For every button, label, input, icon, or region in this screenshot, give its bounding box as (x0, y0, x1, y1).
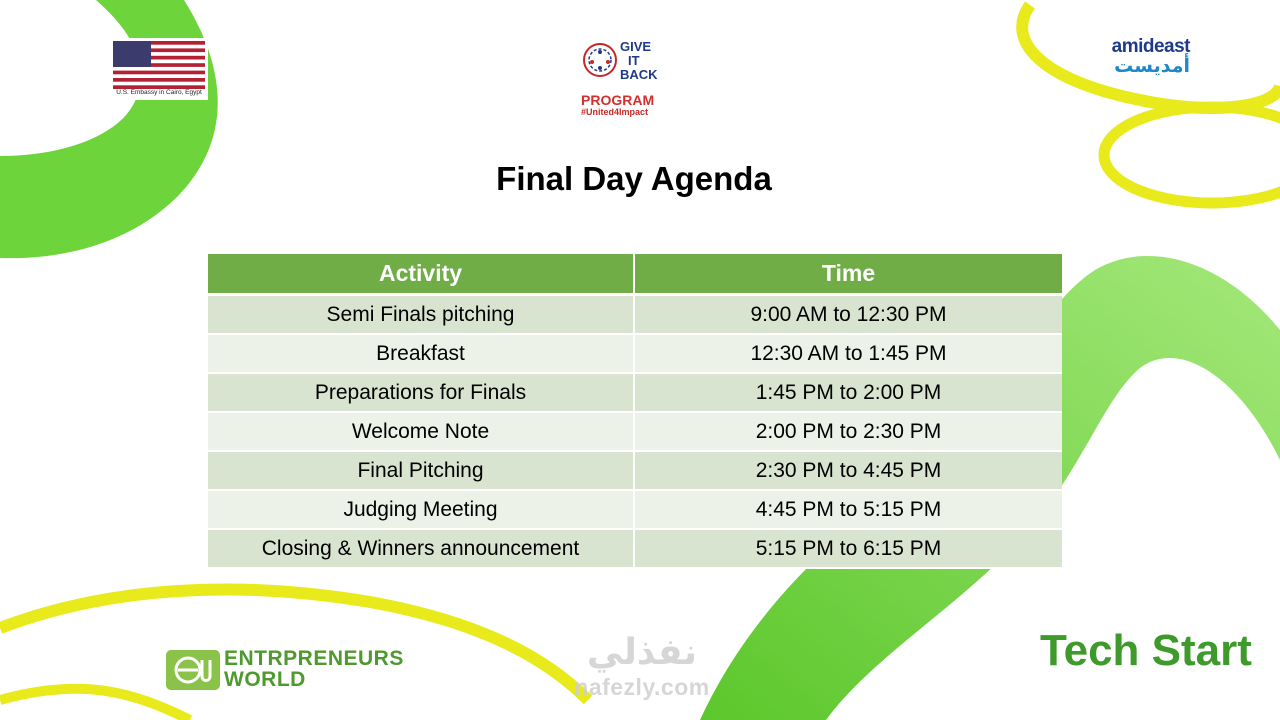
table-row (208, 451, 1062, 490)
activity-cell: Welcome Note (208, 412, 634, 451)
time-cell: 9:00 AM to 12:30 PM (634, 295, 1062, 335)
table-row (208, 412, 1062, 451)
ew-line-2: WORLD (224, 668, 306, 691)
us-embassy-logo (110, 38, 208, 100)
activity-cell: Judging Meeting (208, 490, 634, 529)
tech-start-brand: Tech Start (1040, 626, 1252, 675)
amideast-english: amideast (1111, 36, 1190, 57)
yellow-curve-bottom-left-2 (0, 689, 190, 720)
watermark-arabic: نفذلي (586, 631, 698, 672)
nafezly-watermark (562, 632, 722, 701)
hashtag-label: #United4Impact (581, 107, 649, 117)
us-flag-icon (113, 41, 205, 89)
page-title: Final Day Agenda (496, 160, 772, 197)
back-line: BACK (620, 67, 658, 82)
time-cell: 12:30 AM to 1:45 PM (634, 334, 1062, 373)
activity-cell: Final Pitching (208, 451, 634, 490)
amideast-logo (1070, 36, 1190, 81)
program-label: PROGRAM (581, 92, 655, 108)
time-cell: 4:45 PM to 5:15 PM (634, 490, 1062, 529)
time-cell: 1:45 PM to 2:00 PM (634, 373, 1062, 412)
time-cell: 5:15 PM to 6:15 PM (634, 529, 1062, 568)
table-row (208, 334, 1062, 373)
it-line: IT (628, 53, 640, 68)
activity-cell: Breakfast (208, 334, 634, 373)
table-row (208, 295, 1062, 335)
give-line: GIVE (620, 39, 652, 54)
agenda-table (208, 254, 1062, 569)
activity-cell: Preparations for Finals (208, 373, 634, 412)
table-row (208, 529, 1062, 568)
embassy-caption: U.S. Embassy in Cairo, Egypt (116, 89, 202, 96)
ew-line-1: ENTRPRENEURS (224, 647, 404, 670)
time-cell: 2:00 PM to 2:30 PM (634, 412, 1062, 451)
activity-cell: Closing & Winners announcement (208, 529, 634, 568)
table-row (208, 373, 1062, 412)
watermark-latin: nafezly.com (574, 674, 710, 700)
entrepreneurs-world-logo (166, 648, 406, 692)
amideast-arabic: أمديست (1114, 56, 1190, 77)
ew-badge-icon (166, 650, 220, 690)
header-time: Time (634, 254, 1062, 295)
table-row (208, 490, 1062, 529)
time-cell: 2:30 PM to 4:45 PM (634, 451, 1062, 490)
table-header-row (208, 254, 1062, 295)
header-activity: Activity (208, 254, 634, 295)
program-seal-icon (582, 42, 618, 78)
activity-cell: Semi Finals pitching (208, 295, 634, 335)
give-it-back-logo (580, 40, 700, 120)
